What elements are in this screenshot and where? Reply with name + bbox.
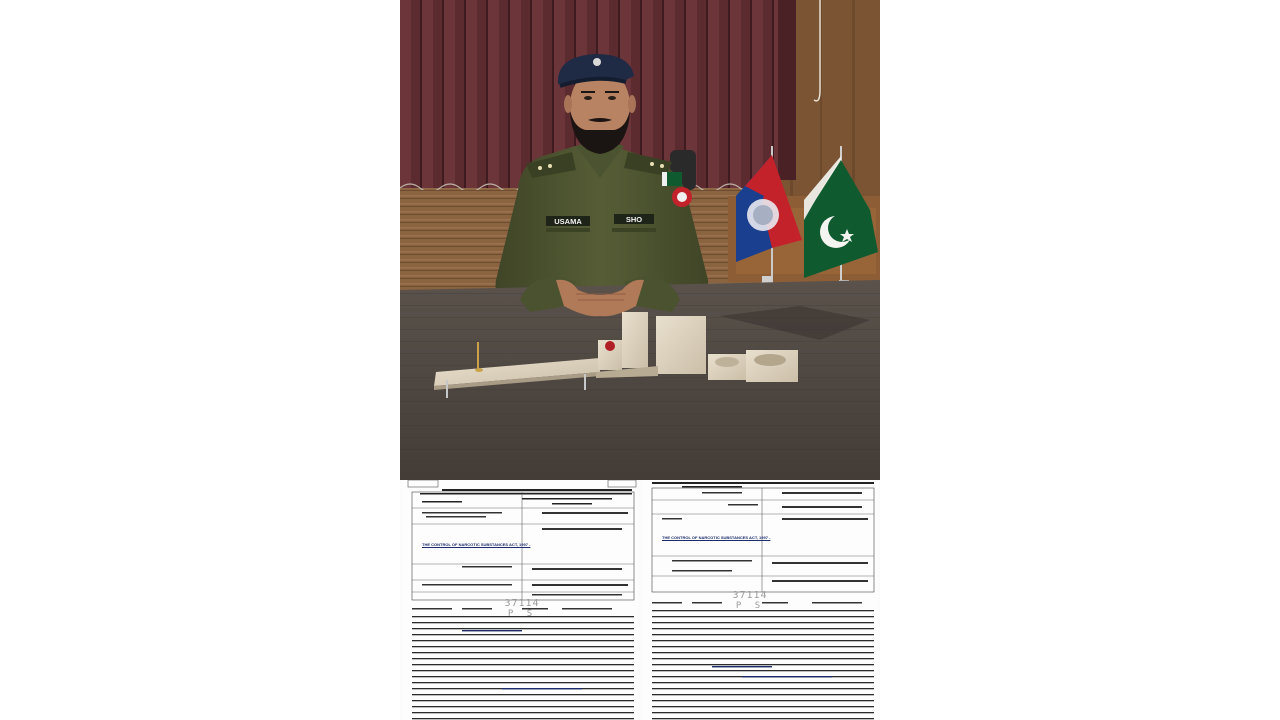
fir-suffix: P S bbox=[735, 601, 765, 611]
act-title: THE CONTROL OF NARCOTIC SUBSTANCES ACT, 1997 - bbox=[422, 542, 531, 547]
image-viewer bbox=[400, 0, 880, 720]
fir-suffix: P S bbox=[507, 609, 537, 619]
name-tag: USAMA bbox=[554, 217, 582, 226]
fir-watermark bbox=[500, 598, 544, 620]
rank-tag: SHO bbox=[625, 215, 643, 224]
fir-documents bbox=[400, 480, 880, 720]
fir-document-right bbox=[642, 480, 878, 720]
fir-document-left bbox=[402, 480, 638, 720]
officer-photo-graphic bbox=[400, 0, 880, 480]
fir-number: 37114 bbox=[732, 590, 768, 601]
officer-photo bbox=[400, 0, 880, 480]
fir-number: 37114 bbox=[504, 598, 540, 609]
act-title: THE CONTROL OF NARCOTIC SUBSTANCES ACT, 1997 - bbox=[662, 535, 771, 540]
fir-watermark bbox=[728, 590, 772, 612]
